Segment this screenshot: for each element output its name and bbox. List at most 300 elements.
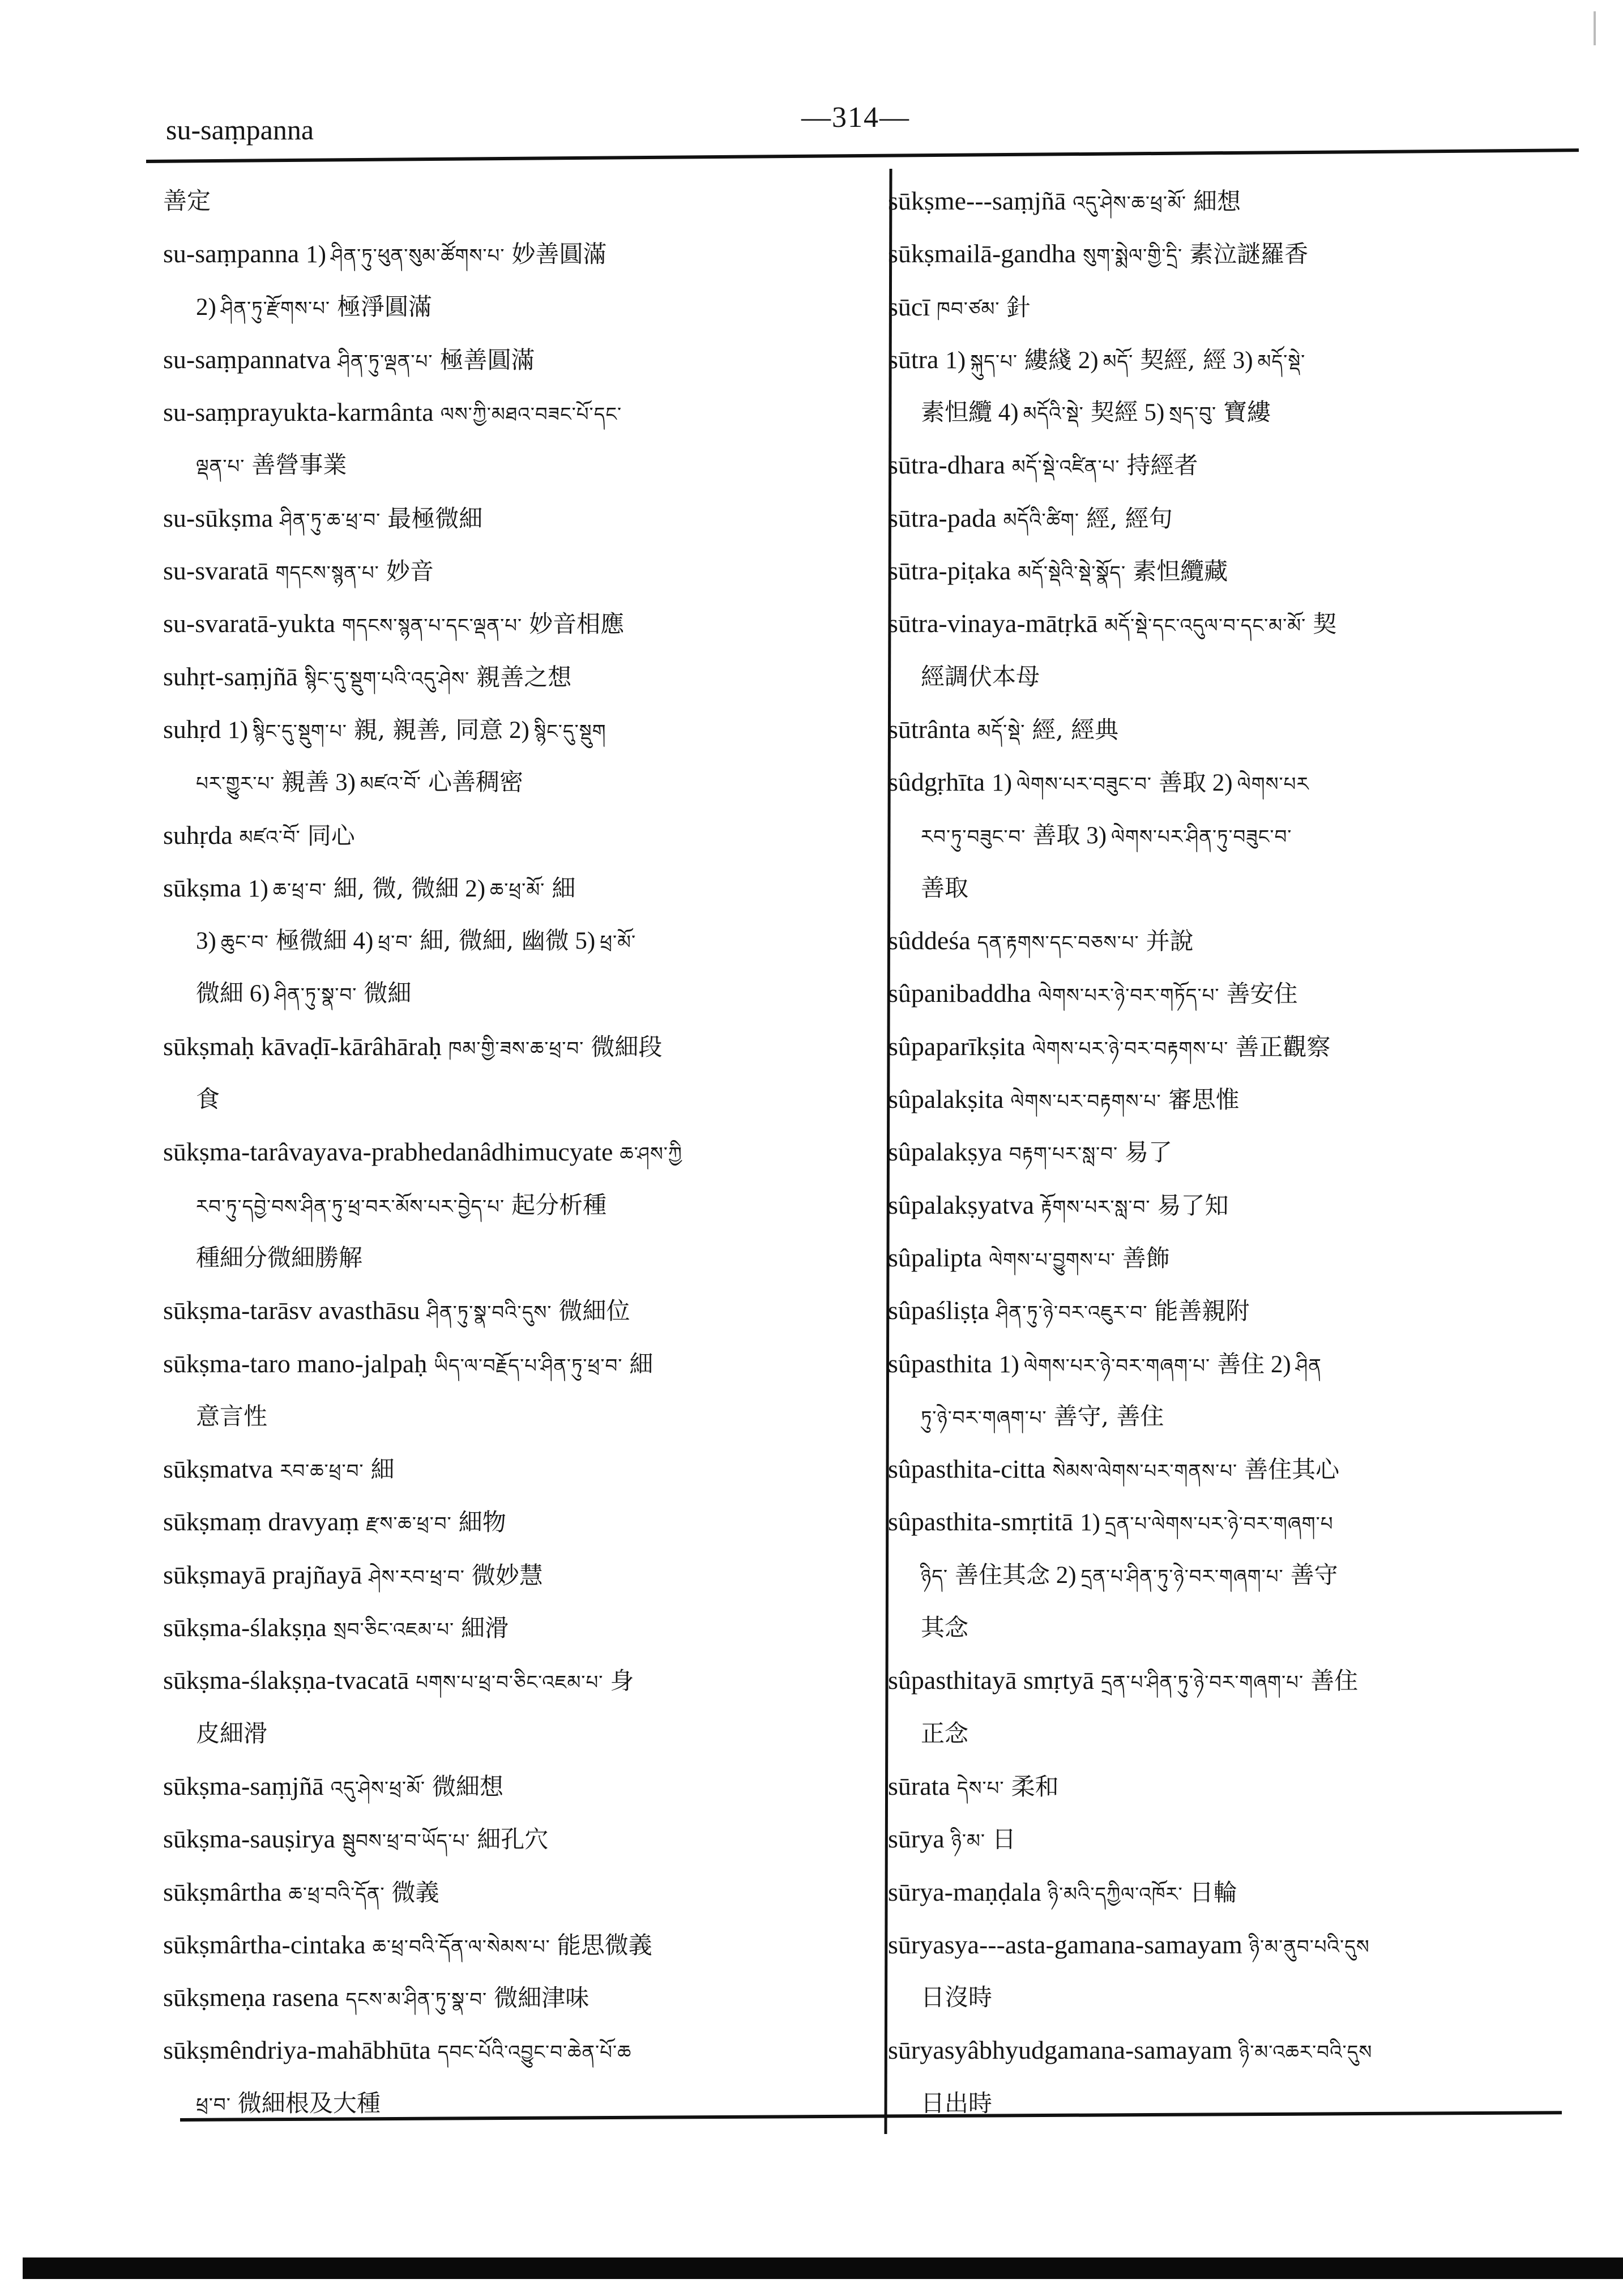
tibetan-equivalent: མདོ་སྡེའི་སྡེ་སྣོད་ xyxy=(1018,562,1126,585)
dictionary-entry-line xyxy=(888,1020,1573,1073)
entry-continuation-line xyxy=(888,809,1573,861)
chinese-equivalent: 妙善圓滿 xyxy=(511,240,607,268)
dictionary-entry-line xyxy=(888,1866,1573,1918)
chinese-equivalent: 經, 經句 xyxy=(1086,504,1173,532)
tibetan-equivalent: གདངས་སྙན་པ་ xyxy=(275,562,379,585)
entry-headword: sūkṣmârtha xyxy=(163,1877,282,1906)
sense-number: 1) xyxy=(945,347,966,374)
chinese-equivalent: 細孔穴 xyxy=(477,1825,549,1854)
chinese-equivalent: 善定 xyxy=(163,187,211,215)
left-column xyxy=(163,174,871,2129)
dictionary-entry-line xyxy=(163,227,871,280)
chinese-equivalent: 契 xyxy=(1313,610,1337,638)
tibetan-equivalent: ལེགས་པར་ཉེ་བར་གཏོད་པ་ xyxy=(1037,984,1220,1008)
tibetan-equivalent: མདོའི་སྡེ་ xyxy=(1023,403,1084,426)
tibetan-equivalent: མདོ་སྡེ་ xyxy=(977,720,1026,743)
chinese-equivalent: 柔和 xyxy=(1011,1772,1059,1800)
entry-headword: sūrata xyxy=(888,1771,950,1800)
dictionary-entry-line xyxy=(163,1337,871,1390)
chinese-equivalent: 善取 xyxy=(1032,821,1080,849)
chinese-equivalent: 素泣謎羅香 xyxy=(1189,240,1309,268)
tibetan-equivalent: ཆ་ཕྲ་བ་ xyxy=(272,878,327,902)
chinese-equivalent: 細滑 xyxy=(461,1614,509,1642)
dictionary-entry-line xyxy=(888,280,1573,333)
chinese-equivalent: 親善 xyxy=(281,768,330,796)
sense-number: 4) xyxy=(992,399,1019,426)
entry-headword: sūkṣma-ślakṣṇa-tvacatā xyxy=(163,1666,409,1695)
dictionary-entry-line xyxy=(163,1971,871,2024)
dictionary-entry-line xyxy=(163,1495,871,1548)
tibetan-equivalent: ཕྲ་བ་ xyxy=(378,931,413,954)
entry-continuation-line xyxy=(163,756,871,808)
entry-continuation-line xyxy=(888,861,1573,914)
tibetan-equivalent: ལེགས་པར xyxy=(1237,773,1309,796)
running-headword: su-saṃpanna xyxy=(166,114,314,146)
entry-headword: sūryasyâbhyudgamana-samayam xyxy=(888,2035,1233,2065)
tibetan-equivalent: ལེགས་པར་བརྟགས་པ་ xyxy=(1010,1090,1161,1113)
chinese-equivalent: 食 xyxy=(196,1085,220,1113)
entry-continuation-line xyxy=(163,1073,871,1125)
tibetan-equivalent: རབ་ཆ་ཕྲ་བ་ xyxy=(280,1460,364,1483)
chinese-equivalent: 極善圓滿 xyxy=(439,345,535,374)
tibetan-equivalent: ཆ་ཕྲ་བའི་དོན་ xyxy=(288,1883,385,1906)
chinese-equivalent: 素怛纜藏 xyxy=(1133,557,1228,586)
dictionary-entry-line xyxy=(163,1812,871,1865)
dictionary-entry-line xyxy=(888,174,1573,227)
entry-headword: suhṛt-saṃjñā xyxy=(163,662,298,691)
tibetan-equivalent: སྲད་བུ་ xyxy=(1169,403,1217,426)
entry-headword: sūkṣma-taro mano-jalpaḥ xyxy=(163,1348,428,1378)
tibetan-equivalent: སེམས་ལེགས་པར་གནས་པ་ xyxy=(1052,1460,1238,1483)
tibetan-equivalent: ཕྲ་མོ་ xyxy=(600,931,637,954)
chinese-equivalent: 日輪 xyxy=(1189,1878,1237,1906)
right-column xyxy=(888,174,1573,2129)
tibetan-equivalent: ཆ་ཤས་ཀྱི xyxy=(620,1143,682,1166)
dictionary-entry-line xyxy=(888,1179,1573,1231)
dictionary-entry-line xyxy=(163,1548,871,1601)
chinese-equivalent: 能思微義 xyxy=(557,1931,652,1959)
chinese-equivalent: 善取 xyxy=(921,873,969,902)
sense-number: 2) xyxy=(1206,770,1233,797)
chinese-equivalent: 細 xyxy=(629,1350,654,1378)
chinese-equivalent: 微細想 xyxy=(432,1772,504,1800)
tibetan-equivalent: ལས་ཀྱི་མཐའ་བཟང་པོ་དང་ xyxy=(440,403,622,426)
chinese-equivalent: 審思惟 xyxy=(1168,1086,1240,1114)
chinese-equivalent: 微細 xyxy=(364,979,412,1008)
sense-number: 1) xyxy=(998,1351,1019,1378)
tibetan-equivalent: ཡིད་ལ་བརྗོད་པ་ཤིན་ཏུ་ཕྲ་བ་ xyxy=(434,1354,623,1377)
sense-number: 2) xyxy=(459,875,486,902)
chinese-equivalent: 日出時 xyxy=(921,2089,993,2117)
chinese-equivalent: 微細段 xyxy=(591,1032,663,1061)
tibetan-equivalent: སྦུབས་ཕྲ་བ་ཡོད་པ་ xyxy=(342,1830,471,1853)
entry-headword: sūtra xyxy=(888,344,939,374)
chinese-equivalent: 善住其念 xyxy=(955,1560,1050,1589)
entry-headword: su-saṃprayukta-karmânta xyxy=(163,398,434,427)
chinese-equivalent: 能善親附 xyxy=(1154,1297,1250,1325)
chinese-equivalent: 細物 xyxy=(458,1508,506,1537)
entry-headword: sûpasthitayā smṛtyā xyxy=(888,1666,1095,1695)
tibetan-equivalent: དེས་པ་ xyxy=(956,1777,1005,1800)
chinese-equivalent: 日沒時 xyxy=(921,1983,993,2012)
sense-number: 1) xyxy=(992,770,1013,797)
chinese-equivalent: 善住其心 xyxy=(1244,1456,1340,1484)
dictionary-entry-line xyxy=(163,1654,871,1706)
tibetan-equivalent: ཆུང་བ་ xyxy=(220,931,269,954)
entry-continuation-line xyxy=(888,1390,1573,1443)
tibetan-equivalent: ཆ་ཕྲ་བའི་དོན་ལ་སེམས་པ་ xyxy=(372,1935,550,1958)
chinese-equivalent: 親善之想 xyxy=(476,663,572,691)
chinese-equivalent: 素怛纜 xyxy=(921,398,993,426)
tibetan-equivalent: དྲན་པ་ཤིན་ཏུ་ཉེ་བར་གཞག་པ་ xyxy=(1080,1565,1284,1588)
sense-number: 2) xyxy=(1265,1351,1291,1378)
tibetan-equivalent: སྐུད་པ་ xyxy=(970,350,1018,373)
dictionary-entry-line xyxy=(163,809,871,861)
chinese-equivalent: 微細津味 xyxy=(494,1984,590,2012)
tibetan-equivalent: སུག་སྨེལ་གྱི་དྲི་ xyxy=(1083,245,1183,268)
chinese-equivalent: 并說 xyxy=(1146,927,1194,955)
tibetan-equivalent: ཤིན་ཏུ་ཕུན་སུམ་ཚོགས་པ་ xyxy=(330,245,505,268)
corner-mark xyxy=(1594,11,1613,45)
entry-continuation-line xyxy=(163,2077,871,2129)
dictionary-entry-line xyxy=(163,174,871,227)
dictionary-entry-line xyxy=(163,1866,871,1918)
sense-number: 1) xyxy=(1080,1509,1100,1537)
chinese-equivalent: 細 xyxy=(552,874,576,902)
tibetan-equivalent: འདུ་ཤེས་ཕྲ་མོ་ xyxy=(330,1777,426,1800)
dictionary-entry-line xyxy=(888,1443,1573,1495)
tibetan-equivalent: ཆ་ཕྲ་མོ་ xyxy=(490,878,545,902)
tibetan-equivalent: རྟོགས་པར་སླ་བ་ xyxy=(1041,1196,1151,1219)
entry-headword: su-svaratā-yukta xyxy=(163,609,335,638)
dictionary-entry-line xyxy=(163,544,871,597)
tibetan-equivalent: ཉི་མ་འཆར་བའི་དུས xyxy=(1239,2041,1373,2064)
tibetan-equivalent: ཤིན་ཏུ་ཉེ་བར་འཇུར་བ་ xyxy=(996,1301,1148,1325)
tibetan-equivalent: ཉི་མའི་དཀྱིལ་འཁོར་ xyxy=(1048,1883,1183,1906)
chinese-equivalent: 針 xyxy=(1006,293,1031,321)
sense-number: 5) xyxy=(1138,399,1165,426)
tibetan-equivalent: གདངས་སྙན་པ་དང་ལྡན་པ་ xyxy=(342,614,523,638)
tibetan-equivalent: དྲན་པ་ཤིན་ཏུ་ཉེ་བར་གཞག་པ་ xyxy=(1101,1671,1304,1695)
tibetan-equivalent: རྫས་ཆ་ཕྲ་བ་ xyxy=(366,1513,452,1536)
tibetan-equivalent: མདོ་སྡེ་དང་འདུལ་བ་དང་མ་མོ་ xyxy=(1104,614,1306,638)
tibetan-equivalent: ཕྲ་བ་ xyxy=(196,2093,231,2116)
tibetan-equivalent: ཤིན་ཏུ་ཆ་ཕྲ་བ་ xyxy=(280,509,381,532)
tibetan-equivalent: ཉིད་ xyxy=(921,1565,949,1588)
chinese-equivalent: 縷綫 xyxy=(1024,345,1072,374)
tibetan-equivalent: དྲན་པ་ལེགས་པར་ཉེ་བར་གཞག་པ xyxy=(1104,1513,1334,1536)
entry-headword: sūtra-vinaya-mātṛkā xyxy=(888,609,1098,638)
tibetan-equivalent: ལེགས་པར་ཉེ་བར་གཞག་པ་ xyxy=(1023,1354,1211,1377)
dictionary-entry-line xyxy=(163,1284,871,1337)
entry-headword: sūkṣmeṇa rasena xyxy=(163,1983,339,2012)
entry-headword: sūkṣmârtha-cintaka xyxy=(163,1930,366,1959)
tibetan-equivalent: མདོ་ xyxy=(1103,350,1134,373)
chinese-equivalent: 善營事業 xyxy=(251,451,347,479)
chinese-equivalent: 善住 xyxy=(1217,1350,1265,1378)
dictionary-entry-line xyxy=(888,227,1573,280)
dictionary-entry-line xyxy=(888,1812,1573,1865)
chinese-equivalent: 易了知 xyxy=(1157,1191,1229,1219)
entry-headword: sûpanibaddha xyxy=(888,979,1031,1008)
tibetan-equivalent: ཤིན་ཏུ་སྣ་བ་ xyxy=(274,984,357,1007)
entry-headword: suhṛda xyxy=(163,820,233,850)
dictionary-entry-line xyxy=(163,1918,871,1971)
tibetan-equivalent: ཉི་མ་ནུབ་པའི་དུས xyxy=(1249,1935,1370,1958)
dictionary-entry-line xyxy=(888,333,1573,386)
chinese-equivalent: 同心 xyxy=(307,821,355,850)
sense-number: 2) xyxy=(1071,347,1099,374)
chinese-equivalent: 易了 xyxy=(1125,1138,1173,1167)
chinese-equivalent: 經調伏本母 xyxy=(921,662,1040,690)
tibetan-equivalent: ཁམ་གྱི་ཟས་ཆ་ཕྲ་བ་ xyxy=(448,1037,584,1060)
chinese-equivalent: 契經, 經 xyxy=(1140,345,1227,374)
sense-number: 3) xyxy=(329,769,356,796)
entry-headword: sūrya-maṇḍala xyxy=(888,1877,1041,1906)
dictionary-entry-line xyxy=(888,1125,1573,1178)
sense-number: 6) xyxy=(244,980,270,1008)
chinese-equivalent: 最極微細 xyxy=(387,504,483,532)
chinese-equivalent: 正念 xyxy=(921,1719,969,1747)
tibetan-equivalent: དབང་པོའི་འབྱུང་བ་ཆེན་པོ་ཆ xyxy=(437,2041,632,2064)
entry-headword: sûpalakṣyatva xyxy=(888,1190,1035,1219)
entry-continuation-line xyxy=(888,2077,1573,2129)
chinese-equivalent: 微細位 xyxy=(558,1297,630,1325)
tibetan-equivalent: མཛའ་བོ་ xyxy=(239,826,301,849)
tibetan-equivalent: ཏུ་ཉེ་བར་གཞག་པ་ xyxy=(921,1406,1047,1429)
tibetan-equivalent: ཤིན xyxy=(1295,1354,1322,1377)
chinese-equivalent: 細, 微, 微細 xyxy=(334,874,459,902)
entry-continuation-line xyxy=(888,386,1573,438)
entry-headword: sûpaparīkṣita xyxy=(888,1031,1026,1061)
entry-headword: sūkṣmailā-gandha xyxy=(888,239,1077,268)
chinese-equivalent: 善飾 xyxy=(1122,1244,1170,1272)
dictionary-entry-line xyxy=(888,492,1573,544)
tibetan-equivalent: ལེགས་པར་ཤིན་ཏུ་བཟུང་བ་ xyxy=(1111,825,1292,848)
page-number: —314— xyxy=(801,101,910,134)
entry-headword: sûpasthita-smṛtitā xyxy=(888,1507,1074,1537)
chinese-equivalent: 日 xyxy=(992,1825,1016,1854)
tibetan-equivalent: མདོ་སྡེ་འཛིན་པ་ xyxy=(1011,456,1120,479)
dictionary-entry-line xyxy=(888,1337,1573,1390)
dictionary-entry-line xyxy=(888,1654,1573,1706)
entry-headword: su-svaratā xyxy=(163,556,269,586)
dictionary-entry-line xyxy=(888,438,1573,491)
chinese-equivalent: 意言性 xyxy=(196,1402,268,1430)
entry-continuation-line xyxy=(888,1971,1573,2024)
entry-headword: sūtra-dhara xyxy=(888,450,1005,480)
entry-continuation-line xyxy=(888,1707,1573,1760)
dictionary-entry-line xyxy=(163,703,871,756)
entry-headword: sūkṣma-tarāsv avasthāsu xyxy=(163,1296,420,1325)
tibetan-equivalent: པར་གྱུར་པ་ xyxy=(196,773,275,796)
dictionary-entry-line xyxy=(163,861,871,914)
entry-headword: sûpaśliṣṭa xyxy=(888,1296,989,1325)
tibetan-equivalent: ཤིན་ཏུ་རྫོགས་པ་ xyxy=(220,297,331,320)
tibetan-equivalent: རབ་ཏུ་བཟུང་བ་ xyxy=(921,825,1026,848)
sense-number: 3) xyxy=(196,928,216,955)
entry-headword: su-sūkṣma xyxy=(163,503,274,532)
tibetan-equivalent: ཁབ་ཙམ་ xyxy=(937,297,1000,321)
entry-headword: su-saṃpanna xyxy=(163,239,300,268)
entry-headword: sūkṣma-saṃjñā xyxy=(163,1771,324,1800)
dictionary-entry-line xyxy=(163,2024,871,2076)
tibetan-equivalent: ལེགས་པར་ཉེ་བར་བརྟགས་པ་ xyxy=(1032,1037,1229,1060)
entry-headword: sûpasthita-citta xyxy=(888,1454,1046,1484)
dictionary-entry-line xyxy=(888,756,1573,808)
tibetan-equivalent: མདོའི་ཚིག་ xyxy=(1003,509,1079,532)
tibetan-equivalent: པགས་པ་ཕྲ་བ་ཅིང་འཇམ་པ་ xyxy=(416,1671,604,1695)
dictionary-entry-line xyxy=(888,544,1573,597)
tibetan-equivalent: མདོ་སྡེ་ xyxy=(1257,350,1306,373)
entry-continuation-line xyxy=(163,438,871,491)
entry-headword: sūkṣma-sauṣirya xyxy=(163,1824,336,1854)
tibetan-equivalent: ཤིན་ཏུ་སྣ་བའི་དུས་ xyxy=(426,1301,552,1325)
dictionary-entry-line xyxy=(163,333,871,386)
chinese-equivalent: 妙音 xyxy=(386,557,434,586)
entry-continuation-line xyxy=(163,914,871,967)
sense-number: 1) xyxy=(228,716,249,744)
tibetan-equivalent: ལེགས་པ་བྱུགས་པ་ xyxy=(989,1248,1116,1271)
tibetan-equivalent: ཤིན་ཏུ་ལྡན་པ་ xyxy=(338,350,433,373)
tibetan-equivalent: ཉི་མ་ xyxy=(951,1830,985,1853)
chinese-equivalent: 微細 xyxy=(196,979,244,1008)
entry-headword: sūtrânta xyxy=(888,714,971,744)
dictionary-entry-line xyxy=(163,1125,871,1178)
chinese-equivalent: 微妙慧 xyxy=(471,1561,543,1589)
chinese-equivalent: 善守, 善住 xyxy=(1053,1402,1164,1430)
dictionary-entry-line xyxy=(888,1495,1573,1548)
entry-continuation-line xyxy=(163,1707,871,1760)
entry-continuation-line xyxy=(888,650,1573,703)
chinese-equivalent: 極淨圓滿 xyxy=(337,292,433,321)
entry-headword: suhṛd xyxy=(163,714,221,744)
entry-headword: sūkṣmêndriya-mahābhūta xyxy=(163,2035,431,2065)
entry-headword: sūkṣmaṃ dravyaṃ xyxy=(163,1507,360,1537)
tibetan-equivalent: སྙིང་དུ་སྡུག xyxy=(533,720,607,743)
tibetan-equivalent: སྙིང་དུ་སྡུག་པའི་འདུ་ཤེས་ xyxy=(304,667,470,690)
chinese-equivalent: 細 xyxy=(370,1456,395,1484)
chinese-equivalent: 持經者 xyxy=(1126,451,1198,480)
sense-number: 3) xyxy=(1080,822,1107,849)
chinese-equivalent: 善住 xyxy=(1310,1667,1359,1695)
chinese-equivalent: 細, 微細, 幽微 xyxy=(420,927,569,955)
chinese-equivalent: 細想 xyxy=(1193,187,1241,215)
sense-number: 3) xyxy=(1226,347,1253,374)
entry-headword: sūkṣme---saṃjñā xyxy=(888,186,1066,215)
tibetan-equivalent: ལེགས་པར་བཟུང་བ་ xyxy=(1016,773,1152,796)
entry-headword: sûpalipta xyxy=(888,1243,983,1272)
entry-headword: sūtra-pada xyxy=(888,503,997,532)
tibetan-equivalent: མཛའ་བོ་ xyxy=(360,773,422,796)
chinese-equivalent: 極微細 xyxy=(275,927,347,955)
dictionary-entry-line xyxy=(888,703,1573,756)
dictionary-entry-line xyxy=(888,1231,1573,1284)
dictionary-entry-line xyxy=(163,1601,871,1654)
top-rule xyxy=(146,148,1579,163)
dictionary-entry-line xyxy=(888,967,1573,1019)
dictionary-entry-line xyxy=(888,597,1573,650)
dictionary-entry-line xyxy=(163,386,871,438)
chinese-equivalent: 善取 xyxy=(1159,769,1207,797)
sense-number: 1) xyxy=(306,241,326,268)
entry-headword: su-saṃpannatva xyxy=(163,344,331,374)
sense-number: 2) xyxy=(196,293,216,321)
tibetan-equivalent: སྲབ་ཅིང་འཇམ་པ་ xyxy=(333,1619,455,1642)
chinese-equivalent: 善守 xyxy=(1290,1560,1338,1589)
sense-number: 2) xyxy=(503,716,529,744)
chinese-equivalent: 微義 xyxy=(391,1878,439,1906)
dictionary-entry-line xyxy=(163,650,871,703)
entry-headword: sûpalakṣya xyxy=(888,1137,1002,1167)
dictionary-entry-line xyxy=(163,1760,871,1812)
dictionary-entry-line xyxy=(163,1020,871,1073)
chinese-equivalent: 其念 xyxy=(921,1614,969,1642)
entry-headword: sūkṣmaḥ kāvaḍī-kārâhāraḥ xyxy=(163,1031,442,1061)
tibetan-equivalent: རབ་ཏུ་དབྱེ་བས་ཤིན་ཏུ་ཕྲ་བར་མོས་པར་བྱེད་པ་ xyxy=(196,1195,505,1218)
chinese-equivalent: 契經 xyxy=(1090,398,1138,426)
chinese-equivalent: 心善稠密 xyxy=(428,768,524,796)
entry-headword: sûdgṛhīta xyxy=(888,767,985,797)
entry-continuation-line xyxy=(163,1179,871,1231)
entry-headword: sūryasya---asta-gamana-samayam xyxy=(888,1930,1242,1959)
dictionary-entry-line xyxy=(163,1443,871,1495)
entry-continuation-line xyxy=(163,1231,871,1284)
tibetan-equivalent: སྙིང་དུ་སྡུག་པ་ xyxy=(253,720,347,743)
chinese-equivalent: 微細根及大種 xyxy=(237,2089,381,2117)
sense-number: 1) xyxy=(248,875,268,902)
dictionary-entry-line xyxy=(163,492,871,544)
entry-headword: sūkṣma-ślakṣṇa xyxy=(163,1613,327,1642)
tibetan-equivalent: འདུ་ཤེས་ཆ་ཕྲ་མོ་ xyxy=(1073,192,1186,215)
chinese-equivalent: 經, 經典 xyxy=(1032,715,1119,744)
entry-headword: sūtra-piṭaka xyxy=(888,556,1011,586)
tibetan-equivalent: དངས་མ་ཤིན་ཏུ་སྣ་བ་ xyxy=(345,1988,488,2012)
entry-headword: sūrya xyxy=(888,1824,945,1854)
sense-number: 5) xyxy=(569,928,596,955)
dictionary-entry-line xyxy=(888,2024,1573,2076)
entry-continuation-line xyxy=(163,280,871,333)
chinese-equivalent: 皮細滑 xyxy=(196,1719,268,1747)
entry-continuation-line xyxy=(163,1390,871,1443)
dictionary-entry-line xyxy=(888,1918,1573,1971)
dictionary-entry-line xyxy=(163,597,871,650)
entry-headword: sūcī xyxy=(888,292,930,321)
entry-headword: sūkṣmatva xyxy=(163,1454,274,1484)
dictionary-entry-line xyxy=(888,1073,1573,1125)
dictionary-entry-line xyxy=(888,1760,1573,1812)
entry-headword: sûpalakṣita xyxy=(888,1085,1004,1114)
tibetan-equivalent: ཤེས་རབ་ཕྲ་བ་ xyxy=(369,1565,465,1589)
chinese-equivalent: 起分析種 xyxy=(511,1190,607,1219)
tibetan-equivalent: དན་རྟགས་དང་བཅས་པ་ xyxy=(977,932,1139,955)
dictionary-entry-line xyxy=(888,1284,1573,1337)
tibetan-equivalent: ལྡན་པ་ xyxy=(196,455,245,479)
sense-number: 2) xyxy=(1050,1561,1077,1589)
tibetan-equivalent: བརྟག་པར་སླ་བ་ xyxy=(1009,1143,1118,1166)
chinese-equivalent: 善安住 xyxy=(1226,980,1298,1008)
entry-continuation-line xyxy=(163,967,871,1019)
chinese-equivalent: 身 xyxy=(610,1667,634,1695)
chinese-equivalent: 妙音相應 xyxy=(529,610,625,638)
chinese-equivalent: 善正觀察 xyxy=(1235,1032,1331,1061)
sense-number: 4) xyxy=(347,928,374,955)
entry-headword: sūkṣmayā prajñayā xyxy=(163,1560,362,1589)
chinese-equivalent: 親, 親善, 同意 xyxy=(353,715,503,744)
scan-bottom-bar xyxy=(23,2257,1623,2279)
chinese-equivalent: 種細分微細勝解 xyxy=(196,1243,363,1271)
entry-continuation-line xyxy=(888,1548,1573,1601)
